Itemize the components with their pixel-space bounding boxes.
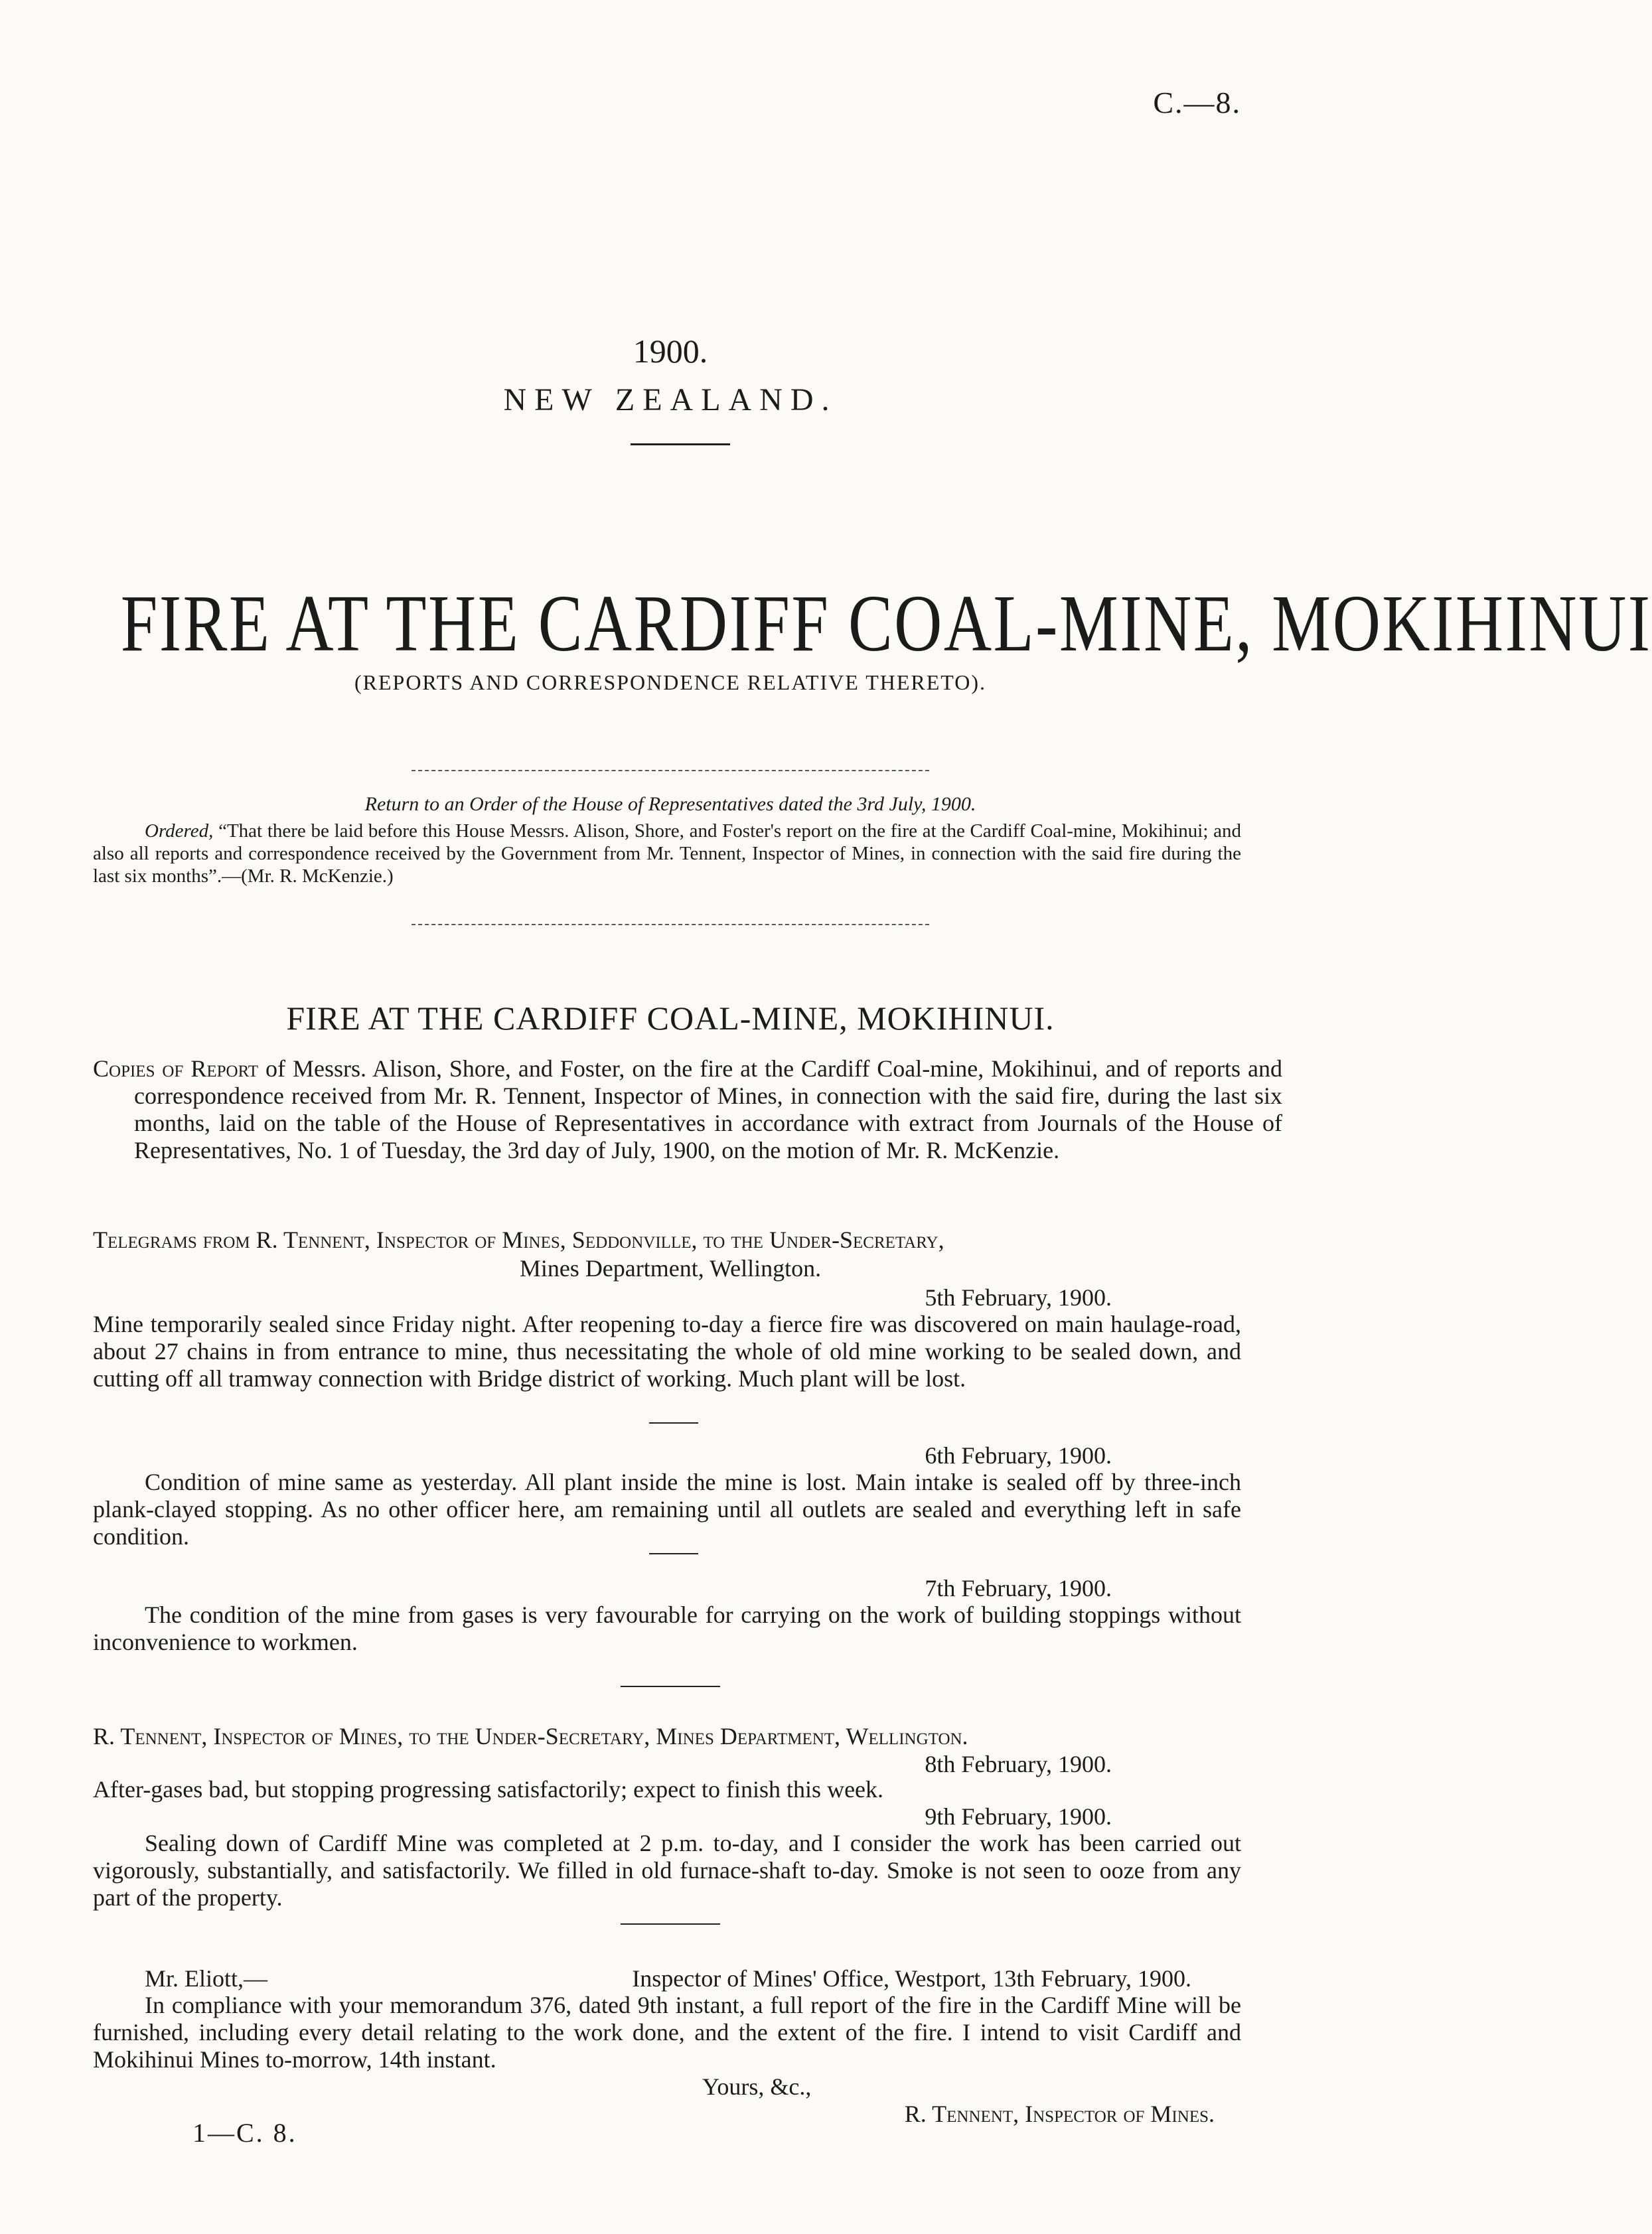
separator	[649, 1553, 698, 1554]
letter-signature: R. Tennent, Inspector of Mines.	[904, 2101, 1215, 2127]
ordered-label: Ordered,	[145, 820, 214, 842]
page-footer-reference: 1—C. 8.	[192, 2118, 297, 2148]
telegram-date: 6th February, 1900.	[925, 1442, 1112, 1469]
telegrams-heading: Telegrams from R. Tennent, Inspector of Mines, Seddonville, to the Under-Secretary,	[93, 1227, 944, 1253]
letter-body: In compliance with your memorandum 376, dated 9th instant, a full report of the fire in the Cardiff Mine will be furnished, including every detail relating to the work done, and the extent of the fire. I intend to visit Cardiff and Mokihinui Mines to-morrow, 14th instant.	[93, 1992, 1241, 2073]
separator	[621, 1686, 720, 1687]
country-heading: NEW ZEALAND.	[503, 382, 838, 417]
year-heading: 1900.	[633, 333, 708, 370]
separator	[621, 1923, 720, 1925]
telegram-date: 7th February, 1900.	[925, 1575, 1112, 1601]
letter-salutation: Mr. Eliott,—	[145, 1965, 268, 1992]
letter-place-date: Inspector of Mines' Office, Westport, 13th February, 1900.	[632, 1965, 1191, 1992]
telegram-date: 9th February, 1900.	[925, 1803, 1112, 1830]
page-title: FIRE AT THE CARDIFF COAL-MINE, MOKIHINUI	[120, 579, 1652, 668]
copies-lead: Copies of Report	[93, 1055, 259, 1082]
telegram-text: Mine temporarily sealed since Friday night. After reopening to-day a fierce fire was discovered on main haulage-road, about 27 chains in from entrance to mine, thus necessitating the whole of old mine working to be sealed down, and cutting off all tramway connection with Bridge district of working. Much plant will be lost.	[93, 1311, 1241, 1392]
ordered-body: “That there be laid before this House Messrs. Alison, Shore, and Foster's report on the fire at the Cardiff Coal-mine, Mokihinui; and also all reports and correspondence received by the Government from Mr. Tennent, Inspector of Mines, in connection with the said fire during the last six months”.—(Mr. R. McKenzie.)	[93, 820, 1241, 887]
telegram-text: Sealing down of Cardiff Mine was completed at 2 p.m. to-day, and I consider the work has been carried out vigorously, substantially, and satisfactorily. We filled in old furnace-shaft to-day. Smoke is not seen to ooze from any part of the property.	[93, 1830, 1241, 1911]
telegram-date: 8th February, 1900.	[925, 1751, 1112, 1777]
letter-closing: Yours, &c.,	[702, 2073, 812, 2100]
separator	[649, 1422, 698, 1424]
telegrams-heading-department: Mines Department, Wellington.	[519, 1255, 822, 1282]
divider-top	[412, 770, 929, 771]
page-subtitle: (REPORTS AND CORRESPONDENCE RELATIVE THERETO).	[354, 670, 987, 694]
order-text	[93, 820, 1241, 887]
section-heading: FIRE AT THE CARDIFF COAL-MINE, MOKIHINUI.	[286, 1000, 1055, 1037]
header-rule	[631, 443, 730, 445]
telegram-text: After-gases bad, but stopping progressing satisfactorily; expect to finish this week.	[93, 1776, 884, 1803]
telegram-text: The condition of the mine from gases is very favourable for carrying on the work of building stoppings without inconvenience to workmen.	[93, 1601, 1241, 1655]
second-heading: R. Tennent, Inspector of Mines, to the Under-Secretary, Mines Department, Wellington.	[93, 1723, 968, 1750]
document-reference: C.—8.	[1153, 86, 1241, 119]
telegram-text: Condition of mine same as yesterday. All plant inside the mine is lost. Main intake is sealed off by three-inch plank-clayed stopping. As no other officer here, am remaining until all outlets are sealed and everything left in safe condition.	[93, 1469, 1241, 1550]
order-return-line: Return to an Order of the House of Representatives dated the 3rd July, 1900.	[364, 793, 976, 815]
copies-text: of Messrs. Alison, Shore, and Foster, on the fire at the Cardiff Coal-mine, Mokihinui, and of reports and correspondence received from Mr. R. Tennent, Inspector of Mines, in connection with the said fire, during the last six months, laid on the table of the House of Representatives in accordance with extract from Journals of the House of Representatives, No. 1 of Tuesday, the 3rd day of July, 1900, on the motion of Mr. R. McKenzie.	[134, 1055, 1282, 1163]
telegram-date: 5th February, 1900.	[925, 1284, 1112, 1311]
copies-paragraph	[93, 1055, 1282, 1164]
divider-bottom	[412, 924, 929, 925]
